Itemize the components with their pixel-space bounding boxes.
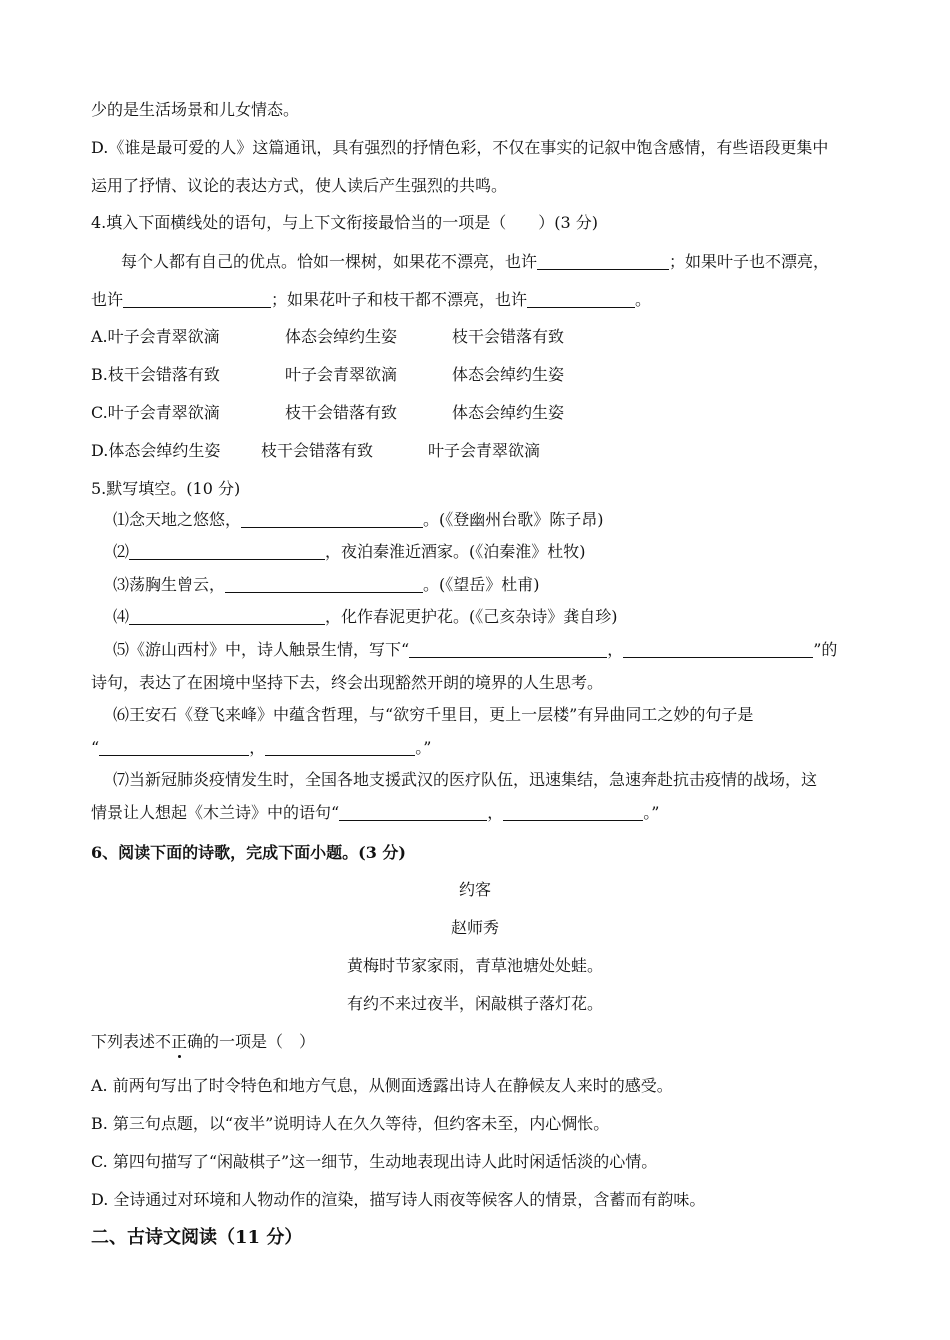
option-d-line2: 运用了抒情、议论的表达方式，使人读后产生强烈的共鸣。: [91, 176, 508, 195]
q4-passage-line1: [121, 251, 829, 273]
q5-text: 。”: [415, 738, 432, 757]
answer-blank[interactable]: [241, 511, 423, 528]
q4-option-d: [91, 440, 540, 462]
q5-text: ⑶荡胸生曾云，: [113, 575, 226, 594]
q6-title: 6、阅读下面的诗歌，完成下面小题。(3 分): [91, 843, 406, 862]
q4-text: ；如果花叶子和枝干都不漂亮，也许: [271, 290, 528, 309]
option-part: 叶子会青翠欲滴: [285, 365, 398, 384]
q5-item-7-cont: [91, 802, 659, 824]
answer-blank[interactable]: [339, 804, 487, 821]
q4-passage-line2: [91, 289, 651, 311]
answer-blank[interactable]: [225, 576, 423, 593]
answer-blank[interactable]: [265, 739, 415, 756]
q5-text: ，夜泊秦淮近酒家。(《泊秦淮》杜牧): [325, 542, 586, 561]
q5-text: ⑷: [113, 607, 130, 626]
option-label: C.叶子会青翠欲滴: [91, 403, 220, 422]
q4-text: ；如果叶子也不漂亮，: [669, 252, 830, 271]
q5-text: ，: [607, 640, 624, 659]
q4-option-b: [91, 364, 564, 386]
q5-text: ⑸《游山西村》中，诗人触景生情，写下“: [113, 640, 410, 659]
answer-blank[interactable]: [503, 804, 643, 821]
option-part: 体态会绰约生姿: [285, 327, 398, 346]
poem-author: 赵师秀: [450, 918, 499, 937]
q5-item-6: ⑹王安石《登飞来峰》中蕴含哲理，与“欲穷千里目，更上一层楼”有异曲同工之妙的句子是: [113, 705, 754, 724]
q5-text: 情景让人想起《木兰诗》中的语句“: [91, 803, 340, 822]
q4-option-a: [91, 326, 564, 348]
answer-blank[interactable]: [129, 608, 325, 625]
q5-item-1: [113, 509, 604, 531]
q6-text: 下列表述: [91, 1032, 156, 1051]
q6-text: 的一项是（ ）: [203, 1032, 316, 1051]
answer-blank[interactable]: [623, 641, 813, 658]
q4-title: 4.填入下面横线处的语句，与上下文衔接最恰当的一项是（ ）(3 分): [91, 213, 599, 232]
answer-blank[interactable]: [527, 291, 635, 308]
q6-option-d: D. 全诗通过对环境和人物动作的渲染，描写诗人雨夜等候客人的情景，含蓄而有韵味。: [91, 1190, 706, 1209]
q4-text: 也许: [91, 290, 124, 309]
option-part: 枝干会错落有致: [452, 327, 565, 346]
poem-title: 约客: [458, 880, 491, 899]
q6-question: [91, 1031, 315, 1053]
q5-text: ，: [487, 803, 504, 822]
option-label: A.叶子会青翠欲滴: [91, 327, 220, 346]
q5-text: ⑵: [113, 542, 130, 561]
answer-blank[interactable]: [537, 253, 669, 270]
poem-line-2: 有约不来过夜半，闲敲棋子落灯花。: [346, 994, 603, 1013]
option-label: B.枝干会错落有致: [91, 365, 220, 384]
answer-blank[interactable]: [129, 543, 325, 560]
q5-item-7: ⑺当新冠肺炎疫情发生时，全国各地支援武汉的医疗队伍，迅速集结，急速奔赴抗击疫情的战场，这: [113, 770, 818, 789]
answer-blank[interactable]: [99, 739, 249, 756]
q5-text: 。(《望岳》杜甫): [423, 575, 540, 594]
q5-text: 。(《登幽州台歌》陈子昂): [423, 510, 604, 529]
option-label: D.体态会绰约生姿: [91, 441, 221, 460]
q5-text: 。”: [643, 803, 660, 822]
q5-item-6-cont: [91, 737, 431, 759]
answer-blank[interactable]: [409, 641, 607, 658]
option-d-line1: D.《谁是最可爱的人》这篇通讯，具有强烈的抒情色彩，不仅在事实的记叙中饱含感情，有些语段更集中: [91, 138, 829, 157]
text-line: 少的是生活场景和儿女情态。: [91, 100, 300, 119]
option-part: 体态会绰约生姿: [452, 403, 565, 422]
q4-text: 。: [635, 290, 652, 309]
poem-line-1: 黄梅时节家家雨，青草池塘处处蛙。: [346, 956, 603, 975]
q5-text: “: [91, 738, 100, 757]
q5-item-5: [113, 639, 837, 661]
q5-item-2: [113, 541, 586, 563]
q4-option-c: [91, 402, 564, 424]
q5-item-4: [113, 606, 618, 628]
q6-option-b: B. 第三句点题，以“夜半”说明诗人在久久等待，但约客未至，内心惆怅。: [91, 1114, 610, 1133]
option-part: 叶子会青翠欲滴: [428, 441, 541, 460]
q6-option-a: A. 前两句写出了时令特色和地方气息，从侧面透露出诗人在静候友人来时的感受。: [91, 1076, 673, 1095]
option-part: 枝干会错落有致: [261, 441, 374, 460]
q5-text: ，化作春泥更护花。(《己亥杂诗》龚自珍): [325, 607, 618, 626]
answer-blank[interactable]: [123, 291, 271, 308]
q5-text: ，: [249, 738, 266, 757]
q6-option-c: C. 第四句描写了“闲敲棋子”这一细节，生动地表现出诗人此时闲适恬淡的心情。: [91, 1152, 658, 1171]
q6-emphasis: 不正确: [155, 1032, 204, 1051]
q5-item-5-cont: 诗句，表达了在困境中坚持下去，终会出现豁然开朗的境界的人生思考。: [91, 673, 604, 692]
option-part: 体态会绰约生姿: [452, 365, 565, 384]
q5-title: 5.默写填空。(10 分): [91, 479, 241, 498]
section-heading: 二、古诗文阅读（11 分）: [91, 1227, 303, 1248]
q5-text: ”的: [813, 640, 838, 659]
q5-text: ⑴念天地之悠悠，: [113, 510, 242, 529]
q4-text: 每个人都有自己的优点。恰如一棵树，如果花不漂亮，也许: [121, 252, 538, 271]
option-part: 枝干会错落有致: [285, 403, 398, 422]
q5-item-3: [113, 574, 540, 596]
